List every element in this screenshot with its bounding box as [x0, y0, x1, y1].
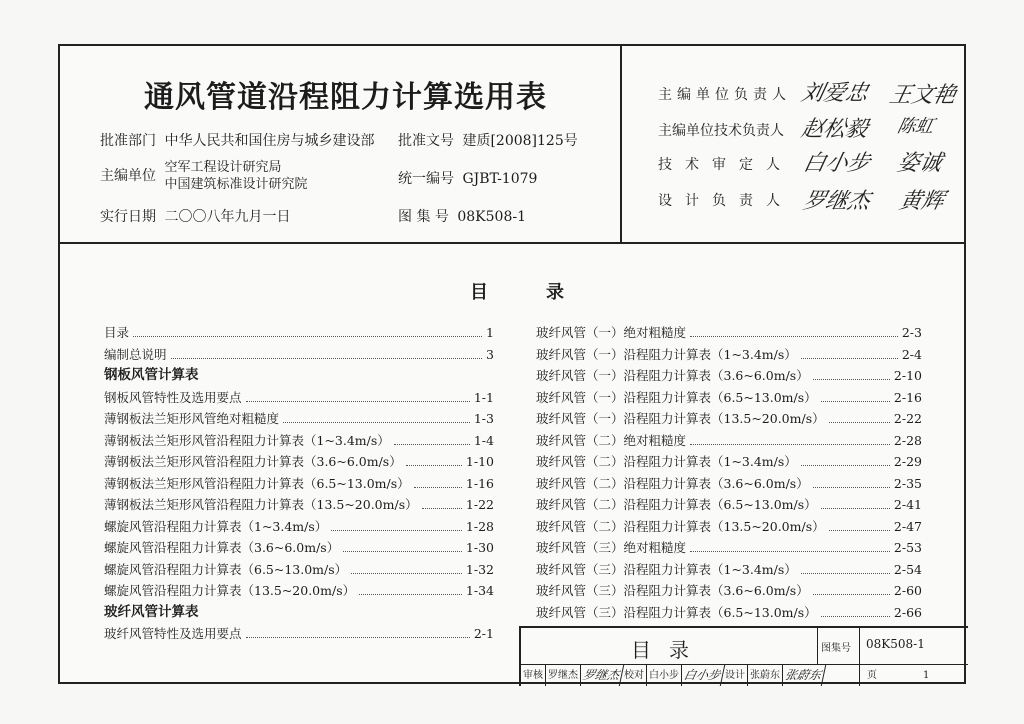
- toc-section-heading: 玻纤风管计算表: [104, 603, 199, 620]
- toc-item: 玻纤风管（一）沿程阻力计算表（3.6~6.0m/s） 2-10: [536, 368, 922, 383]
- reviewer-signature: 罗继杰: [579, 665, 624, 686]
- drawing-frame: [58, 44, 966, 684]
- atlas-no: [398, 206, 526, 226]
- responsible-chief: 主编单位负责人: [658, 87, 791, 103]
- toc-item: 玻纤风管特性及选用要点 2-1: [104, 626, 494, 641]
- signature: 罗继杰: [800, 189, 873, 214]
- responsible-reviewer: 技术审定人: [658, 157, 793, 173]
- toc-item: 玻纤风管（二）沿程阻力计算表（1~3.4m/s） 2-29: [536, 454, 922, 469]
- title-block-title: 目录: [631, 638, 707, 662]
- toc-item: 薄钢板法兰矩形风管沿程阻力计算表（1~3.4m/s） 1-4: [104, 432, 494, 448]
- approval-doc: [398, 130, 578, 150]
- atlas-no-value: 08K508-1: [457, 209, 526, 225]
- toc-item: 玻纤风管（一）沿程阻力计算表（6.5~13.0m/s） 2-16: [536, 389, 922, 405]
- check-label: 校对: [622, 665, 647, 686]
- designer-signature: 张蔚东: [781, 665, 826, 686]
- toc-item: 玻纤风管（二）沿程阻力计算表（13.5~20.0m/s） 2-47: [536, 518, 922, 534]
- toc-item: 玻纤风管（二）沿程阻力计算表（3.6~6.0m/s） 2-35: [536, 475, 922, 491]
- design-label: 设计: [723, 665, 748, 686]
- title-block: [519, 626, 968, 686]
- toc-item: 钢板风管特性及选用要点 1-1: [104, 389, 494, 405]
- toc-item: 玻纤风管（二）沿程阻力计算表（6.5~13.0m/s） 2-41: [536, 497, 922, 512]
- editor-unit-line1: 空军工程设计研究局: [164, 160, 282, 175]
- signature: 刘爱忠: [798, 81, 871, 106]
- responsible-tech-chief: 主编单位技术负责人: [658, 123, 784, 139]
- toc-item: 玻纤风管（一）绝对粗糙度 2-3: [536, 325, 922, 340]
- editor-unit: [100, 159, 307, 193]
- title-block-signoff-row: [521, 665, 968, 686]
- signature: 赵松毅: [798, 117, 871, 142]
- responsible-designer: 设计负责人: [658, 193, 793, 209]
- editor-unit-value: [164, 159, 307, 193]
- toc-item: 编制总说明 3: [104, 346, 494, 362]
- approval-dept-value: 中华人民共和国住房与城乡建设部: [164, 133, 375, 149]
- signature: 黄辉: [896, 189, 947, 214]
- toc-item: 薄钢板法兰矩形风管绝对粗糙度 1-3: [104, 411, 494, 426]
- effective-date-label: 实行日期: [100, 209, 156, 225]
- toc-item: 薄钢板法兰矩形风管沿程阻力计算表（13.5~20.0m/s） 1-22: [104, 497, 494, 512]
- review-label: 审核: [521, 665, 546, 686]
- effective-date-value: 二〇〇八年九月一日: [164, 209, 291, 225]
- page-label: 页: [867, 670, 877, 681]
- toc-item: 玻纤风管（二）绝对粗糙度 2-28: [536, 432, 922, 448]
- title-block-atlas-label: 图集号: [821, 643, 851, 654]
- editor-unit-line2: 中国建筑标准设计研究院: [164, 177, 308, 192]
- signature: 白小步: [800, 151, 873, 176]
- toc-item: 螺旋风管沿程阻力计算表（1~3.4m/s） 1-28: [104, 518, 494, 534]
- approval-doc-value: 建质[2008]125号: [462, 133, 578, 149]
- header-divider-vertical: [620, 46, 622, 242]
- atlas-no-label: 图 集 号: [398, 209, 449, 225]
- toc-item: 螺旋风管沿程阻力计算表（6.5~13.0m/s） 1-32: [104, 561, 494, 577]
- signature: 陈虹: [895, 116, 936, 137]
- page-number: 1: [923, 670, 930, 681]
- checker-signature: 白小步: [680, 665, 725, 686]
- unified-no-label: 统一编号: [398, 171, 454, 187]
- reviewer-name: 罗继杰: [546, 665, 581, 686]
- toc-item: 螺旋风管沿程阻力计算表（3.6~6.0m/s） 1-30: [104, 540, 494, 555]
- toc-item: 螺旋风管沿程阻力计算表（13.5~20.0m/s） 1-34: [104, 583, 494, 598]
- page-title: 通风管道沿程阻力计算选用表: [144, 80, 547, 115]
- toc-item: 薄钢板法兰矩形风管沿程阻力计算表（3.6~6.0m/s） 1-10: [104, 454, 494, 469]
- toc-item: 目录 1: [104, 325, 494, 340]
- header-divider-horizontal: [60, 242, 964, 244]
- toc-item: 玻纤风管（三）绝对粗糙度 2-53: [536, 540, 922, 555]
- toc-item: 薄钢板法兰矩形风管沿程阻力计算表（6.5~13.0m/s） 1-16: [104, 475, 494, 491]
- approval-dept-label: 批准部门: [100, 133, 156, 149]
- toc-left-column: [104, 322, 494, 645]
- toc-item: 玻纤风管（一）沿程阻力计算表（13.5~20.0m/s） 2-22: [536, 411, 922, 426]
- unified-no: [398, 168, 537, 188]
- toc-item: 玻纤风管（三）沿程阻力计算表（6.5~13.0m/s） 2-66: [536, 604, 922, 620]
- checker-name: 白小步: [647, 665, 682, 686]
- toc-item: 玻纤风管（三）沿程阻力计算表（1~3.4m/s） 2-54: [536, 561, 922, 577]
- toc-item: 玻纤风管（一）沿程阻力计算表（1~3.4m/s） 2-4: [536, 346, 922, 362]
- editor-unit-label: 主编单位: [100, 167, 156, 184]
- signature: 姿诚: [894, 151, 945, 176]
- approval-doc-label: 批准文号: [398, 133, 454, 149]
- designer-name: 张蔚东: [748, 665, 783, 686]
- signature: 王文艳: [886, 83, 959, 108]
- unified-no-value: GJBT-1079: [462, 171, 538, 187]
- toc-heading-right: 录: [546, 282, 564, 303]
- toc-heading-left: 目: [470, 282, 488, 303]
- effective-date: [100, 206, 290, 226]
- toc-section-heading: 钢板风管计算表: [104, 367, 199, 383]
- title-block-atlas-value: 08K508-1: [866, 637, 925, 651]
- toc-item: 玻纤风管（三）沿程阻力计算表（3.6~6.0m/s） 2-60: [536, 583, 922, 598]
- toc-right-column: [536, 322, 922, 623]
- approval-dept: [100, 130, 374, 150]
